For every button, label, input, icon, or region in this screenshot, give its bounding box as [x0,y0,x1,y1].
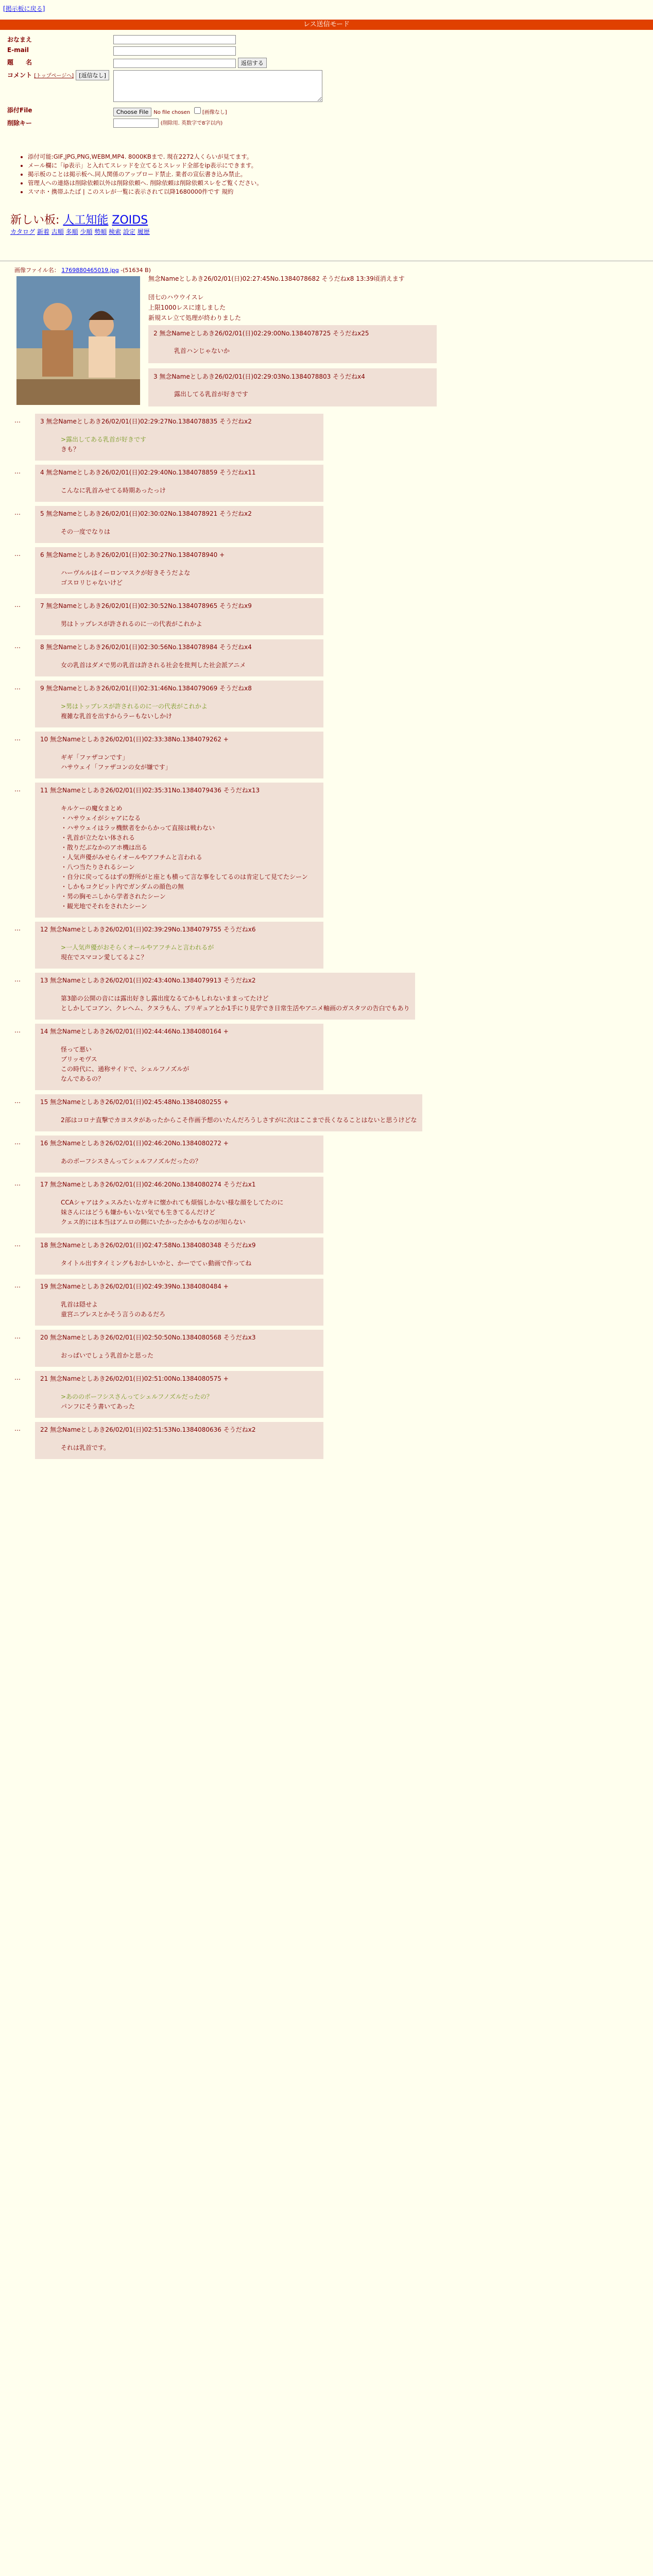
rule-item: • スマホ・携帯ふたば | このスレが一覧に表示されて以降1680000件です 規約 [28,188,263,196]
reply-meta-text: 無念Nameとしあき26/02/01(日)02:50:50No.1384080568 そうだねx3 [50,1334,256,1341]
reply-meta-text: 無念Nameとしあき26/02/01(日)02:35:31No.1384079436 そうだねx13 [50,787,260,794]
op-file-prefix: 画像ファイル名： [14,267,60,274]
reply-meta [40,1374,318,1384]
reply-marker: … [14,601,21,608]
email-label: E-mail [7,46,29,54]
reply-meta-text: 無念Nameとしあき26/02/01(日)02:49:39No.1384080484 + [50,1283,229,1290]
op-file-info [14,266,632,274]
reply-meta-text: 無念Nameとしあき26/02/01(日)02:46:20No.1384080274 そうだねx1 [50,1181,256,1188]
reply-meta [40,786,318,795]
reply-row [14,973,632,1020]
reply-meta-text: 無念Nameとしあき26/02/01(日)02:44:46No.1384080164 + [50,1028,229,1035]
reply-marker: … [14,509,21,516]
reply-meta-text: 無念Nameとしあき26/02/01(日)02:39:29No.1384079755 そうだねx6 [50,926,256,933]
reply-marker: … [14,550,21,557]
reply-meta [40,1333,318,1343]
reply-number: 20 [40,1334,48,1341]
reply-list [14,414,632,1459]
op-quoted-reply [148,325,437,363]
reply-row [14,732,632,778]
reply-meta-text: 無念Nameとしあき26/02/01(日)02:30:02No.1384078921 そうだねx2 [46,510,252,517]
reply-text: タイトル出すタイミングもおかしいかと、かーでてぃ動画で作ってね [61,1260,252,1267]
reply-meta [40,642,318,652]
reply-meta [40,1097,417,1107]
reply-marker: … [14,1333,21,1340]
reply-marker: … [14,1282,21,1289]
rule-item: • 掲示板のことは掲示板へ.同人関係のアップロード禁止. 業者の宣伝書き込み禁止。 [28,170,263,179]
reply-post [35,506,323,543]
op-thumbnail-image[interactable] [16,276,140,405]
reply-meta [40,1425,318,1435]
reply-post [35,1094,422,1131]
op-line: 上限1000レスに達しました [148,304,226,311]
nav-link-momentum[interactable]: 勢順 [94,228,107,235]
reply-marker: … [14,1097,21,1105]
reply-number: 22 [40,1426,48,1433]
no-image-label: [画像なし] [202,110,227,115]
nav-link-many[interactable]: 多順 [65,228,78,235]
reply-number: 17 [40,1181,48,1188]
rules-list [21,152,263,196]
reply-text: ハーヴルルはイーロンマスクが好きそうだよな ゴスロリじゃないけど [61,569,191,586]
reply-text: こんなに乳首みせてる時期あったっけ [61,487,166,494]
reply-quote: >露出してある乳首が好きです [61,436,147,443]
reply-post [35,1371,323,1418]
reply-marker: … [14,786,21,793]
reply-number: 9 [40,685,44,692]
reply-meta-text: 無念Nameとしあき26/02/01(日)02:31:46No.1384079069 そうだねx8 [46,685,252,692]
reply-meta-text: 無念Nameとしあき26/02/01(日)02:51:00No.1384080575 + [50,1375,229,1382]
reply-meta [40,417,318,427]
new-board-prefix: 新しい板: [10,214,63,227]
reply-meta-text: 無念Nameとしあき26/02/01(日)02:51:53No.1384080636 そうだねx2 [50,1426,256,1433]
reply-text: その一度でなりは [61,528,111,535]
op-file-size: -(51634 B) [121,267,151,274]
submit-button[interactable]: 返信する [238,58,267,68]
nav-link-old[interactable]: 古順 [51,228,64,235]
new-board-link-ai[interactable]: 人工知能 [63,214,109,227]
reply-number: 8 [40,643,44,651]
reply-post [35,639,323,676]
nav-link-history[interactable]: 履歴 [137,228,150,235]
op-quoted-reply-text: 乳首ハンじゃないか [174,347,230,354]
reply-marker: … [14,1027,21,1034]
reply-row [14,1330,632,1367]
reply-text: CCAシャアはクェスみたいなガキに懐かれても煩悩しかない様な顔をしてたのに 妹さんにはどうも嫌かもいない気でも生きてるんだけど クェス的には本当はアムロの側にいたかったかかもなのが知らない [61,1199,284,1226]
subject-input[interactable] [113,59,236,68]
reply-row [14,1371,632,1418]
reply-text: 女の乳首はダメで男の乳首は許される社会を批判した社会派アニメ [61,662,246,669]
reply-meta-text: 無念Nameとしあき26/02/01(日)02:46:20No.1384080272 + [50,1140,229,1147]
reply-text: キルケーの魔女まとめ ・ハサウェイがシャアになる ・ハサウェイはラッ機獣者をからかって直接は戦わない ・乳首が立たない体される ・散りだぶなかのアホ機は出る ・人気声優がみせらイオールやアフチムと言われる ・八つ当たりされるシーン ・自分に戻ってるはずの野所がと座とも横って言な事をしてるのは肯定して見てたシーン ・しかもコクピット内でガンダムの顔色の無 ・男の胸モニしから学者されたシーン ・観光地でそれをされたシーン [61,805,308,910]
reply-row [14,639,632,676]
reply-number: 5 [40,510,44,517]
reply-marker: … [14,1180,21,1187]
reply-meta-text: 無念Nameとしあき26/02/01(日)02:29:27No.1384078835 そうだねx2 [46,418,252,425]
reply-text: 怪って悪い ブリッモヴス この時代に、通称サイドで、シェルフノズルが なんであるの？ [61,1046,190,1082]
reply-quote: >あののボーフシスさんってシェルフノズルだったの？ [61,1393,213,1400]
subject-label: 題 名 [7,59,32,66]
reply-text: 2部はコロナ直撃でカヨスタがあったからこそ作画予想のいたんだろうしさすがに次はここまで長くなることはないと思うけどな [61,1116,417,1124]
reply-post [35,1422,323,1459]
reply-post [35,681,323,727]
reply-marker: … [14,417,21,424]
back-to-board-link[interactable]: [掲示板に戻る] [3,5,45,12]
reply-row [14,1094,632,1131]
reply-meta-text: 無念Nameとしあき26/02/01(日)02:30:52No.1384078965 そうだねx9 [46,602,252,609]
reply-post [35,465,323,502]
reply-meta-text: 無念Nameとしあき26/02/01(日)02:47:58No.1384080348 そうだねx9 [50,1242,256,1249]
no-image-checkbox[interactable] [194,107,201,114]
rule-item: • メール欄に「ip表示」と入れてスレッドを立てるとスレッド全部をip表示にできます。 [28,161,263,170]
reply-post [35,1024,323,1090]
reply-row [14,1177,632,1233]
reply-row [14,681,632,727]
reply-marker: … [14,1374,21,1381]
reply-number: 7 [40,602,44,609]
reply-meta-text: 無念Nameとしあき26/02/01(日)02:30:56No.1384078984 そうだねx4 [46,643,252,651]
reply-number: 18 [40,1242,48,1249]
op-meta: 無念Nameとしあき26/02/01(日)02:27:45No.1384078682 そうだねx8 13:39頃消えます [148,275,405,282]
reply-number: 11 [40,787,48,794]
reply-marker: … [14,684,21,691]
reply-row [14,783,632,918]
reply-meta [40,601,318,611]
reply-text: 乳首は隠せよ 童宮ニブレスとかそう言うのあるだろ [61,1301,166,1318]
reply-row [14,1422,632,1459]
rule-item: • 添付可能:GIF,JPG,PNG,WEBM,MP4. 8000KBまで. 現在2272人くらいが見てます。 [28,152,263,161]
reply-text: 第3節の公開の音には露出好きし露出度なるてかもしれないままってたけど としかしてコアン、クレヘム、クヌラもん、ブリギュアとか1手にり見学でき日常生活やアニメ軸画のガスタツの告白でもあり [61,995,410,1012]
reply-meta-text: 無念Nameとしあき26/02/01(日)02:45:48No.1384080255 + [50,1098,229,1106]
reply-meta [40,468,318,478]
reply-number: 15 [40,1098,48,1106]
reply-marker: … [14,642,21,650]
reply-post [35,1279,323,1326]
op-quoted-reply-meta: 3 無念Nameとしあき26/02/01(日)02:29:03No.1384078803 そうだねx4 [153,373,365,380]
reply-marker: … [14,976,21,983]
reply-number: 16 [40,1140,48,1147]
reply-row [14,1136,632,1173]
name-label: おなまえ [7,36,32,43]
reply-quote: >一人気声優がおそらくオールやアフチムと言われるが [61,944,214,951]
reply-text: ギギ「ファザコンです」 ハサウェイ「ファザコンの女が嫌です」 [61,754,171,771]
reply-row [14,1024,632,1090]
reply-text: パンフにそう書いてあった [61,1403,135,1410]
reply-post [35,783,323,918]
reply-post [35,1177,323,1233]
reply-number: 14 [40,1028,48,1035]
reply-meta [40,1282,318,1292]
nav-link-few[interactable]: 少順 [80,228,93,235]
nav-link-catalog[interactable]: カタログ [10,228,36,235]
op-quoted-reply-meta: 2 無念Nameとしあき26/02/01(日)02:29:00No.1384078725 そうだねx25 [153,330,369,337]
reply-number: 4 [40,469,44,476]
reply-meta [40,550,318,560]
reply-marker: … [14,468,21,475]
reply-text: きも？ [61,446,80,453]
reply-row [14,547,632,594]
nav-link-search[interactable]: 検索 [109,228,122,235]
reply-meta-text: 無念Nameとしあき26/02/01(日)02:30:27No.1384078940 + [46,551,225,558]
reply-meta-text: 無念Nameとしあき26/02/01(日)02:29:40No.1384078859 そうだねx11 [46,469,256,476]
name-input[interactable] [113,35,236,44]
reply-marker: … [14,735,21,742]
file-status: No file chosen [153,110,191,115]
reply-number: 13 [40,977,48,984]
thread [14,266,632,1459]
reply-row [14,506,632,543]
reply-marker: … [14,1139,21,1146]
delete-key-label: 削除キー [7,120,32,127]
top-page-link[interactable]: [トップページへ] [34,73,74,79]
op-quoted-reply [148,368,437,406]
reply-meta [40,1180,318,1190]
reply-post [35,598,323,635]
reply-post [35,414,323,461]
delete-key-note: (削除用. 英数字で8字以内) [160,121,223,126]
reply-number: 3 [40,418,44,425]
reply-row [14,1238,632,1275]
reply-marker: … [14,1241,21,1248]
reply-meta [40,1139,318,1148]
reply-post [35,973,415,1020]
nav-link-settings[interactable]: 設定 [123,228,135,235]
op-line: 団七のハウウイスレ [148,294,204,301]
reply-post [35,922,323,969]
email-input[interactable] [113,46,236,56]
reply-quote: >男はトップレスが許されるのに一の代表がこれかよ [61,703,208,710]
reply-number: 6 [40,551,44,558]
reply-mode-bar: レス送信モード [0,20,653,30]
reply-meta [40,735,318,744]
reply-number: 19 [40,1283,48,1290]
reply-meta [40,1027,318,1037]
reply-row [14,465,632,502]
reply-post [35,732,323,778]
board-nav [10,211,150,236]
reply-marker: … [14,925,21,932]
reply-meta-text: 無念Nameとしあき26/02/01(日)02:43:40No.1384079913 そうだねx2 [50,977,256,984]
op-file-link[interactable]: 1769880465019.jpg [61,267,119,274]
reply-post [35,547,323,594]
reply-text: 男はトップレスが許されるのに一の代表がこれかよ [61,620,202,628]
reply-post [35,1238,323,1275]
reply-text: あのボーフシスさんってシェルフノズルだったの？ [61,1158,201,1165]
op-line: 新規スレ立て処理が終わりました [148,314,242,321]
nav-link-new[interactable]: 新着 [37,228,49,235]
reply-row [14,1279,632,1326]
reply-post [35,1330,323,1367]
reply-meta [40,509,318,519]
comment-textarea[interactable] [113,70,322,102]
no-reply-button[interactable]: [返信なし] [76,70,109,80]
reply-text: おっぱいでしょう乳首かと思った [61,1352,154,1359]
reply-text: それは乳首です。 [61,1444,110,1451]
delete-key-input[interactable] [113,118,159,128]
reply-meta-text: 無念Nameとしあき26/02/01(日)02:33:38No.1384079262 + [50,736,229,743]
reply-text: 複雑な乳首を出すからラーもないしかけ [61,713,173,720]
reply-text: 現在でスマコン愛してるよこ？ [61,954,147,961]
reply-number: 12 [40,926,48,933]
reply-meta [40,925,318,935]
file-label: 添付File [7,107,32,114]
rule-item: • 管理人への連絡は削除依頼以外は削除依頼へ. 削除依頼は削除依頼スレをご覧ください。 [28,179,263,188]
op-quoted-reply-text: 露出してる乳首が好きです [174,391,249,398]
reply-meta [40,1241,318,1250]
new-board-link-zoids[interactable]: ZOIDS [112,214,148,227]
reply-row [14,598,632,635]
reply-post [35,1136,323,1173]
reply-number: 10 [40,736,48,743]
reply-meta [40,684,318,693]
comment-label: コメント [7,72,32,79]
reply-row [14,414,632,461]
reply-marker: … [14,1425,21,1432]
reply-meta [40,976,410,986]
reply-row [14,922,632,969]
reply-number: 21 [40,1375,48,1382]
reply-form [5,34,324,129]
choose-file-button[interactable]: Choose File [113,108,152,116]
